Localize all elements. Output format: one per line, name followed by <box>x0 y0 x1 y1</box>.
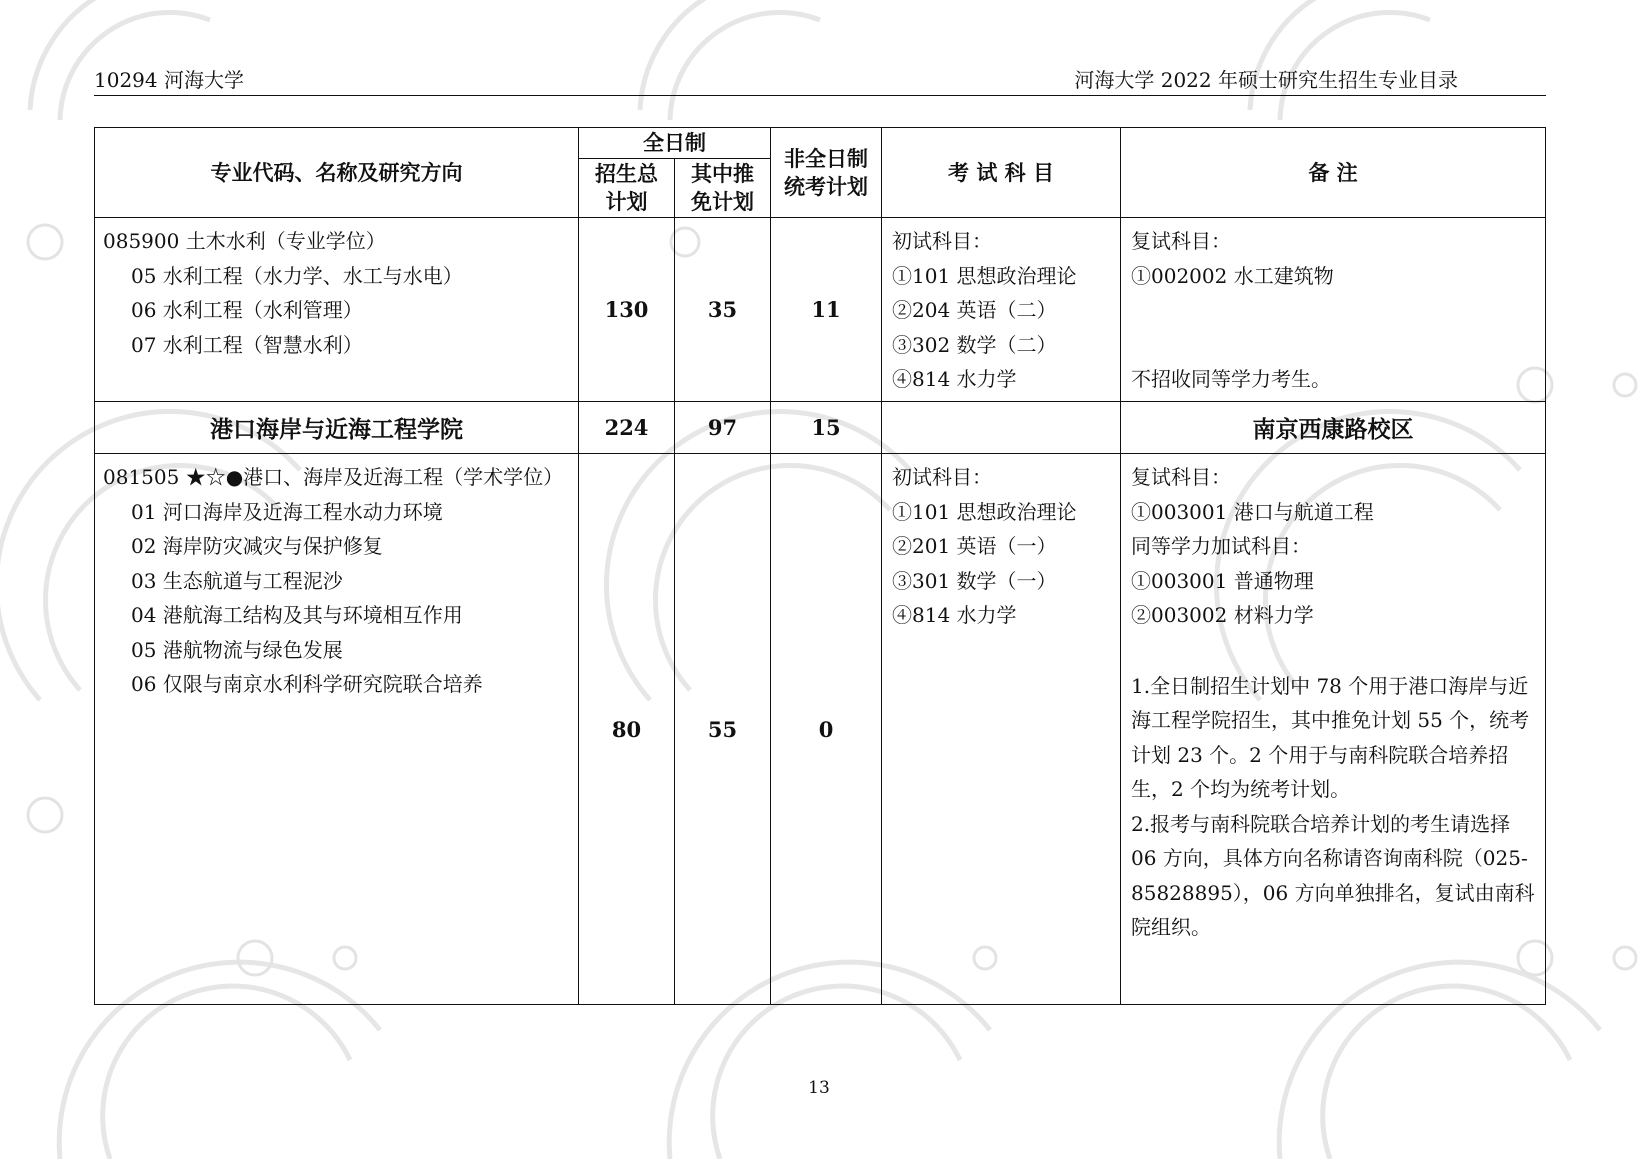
college-campus: 南京西康路校区 <box>1121 402 1546 454</box>
header-exempt-plan: 其中推免计划 <box>675 159 771 218</box>
college-exam-empty <box>882 402 1121 454</box>
direction-item: 02 海岸防灾减灾与保护修复 <box>131 534 383 558</box>
program-table <box>94 127 1546 1005</box>
remark-note: 1.全日制招生计划中 78 个用于港口海岸与近海工程学院招生，其中推免计划 55 个，统考计划 23 个。2 个用于与南科院联合培养招生，2 个均为统考计划。 <box>1131 673 1530 801</box>
header-divider <box>94 95 1546 96</box>
exam-item: ①101 思想政治理论 <box>892 499 1077 524</box>
retest-title: 复试科目： <box>1131 229 1231 253</box>
retest-item: ①002002 水工建筑物 <box>1131 263 1334 288</box>
exam-item: ③301 数学（一） <box>892 568 1057 593</box>
exempt-plan-value: 35 <box>675 218 771 402</box>
retest-title: 复试科目： <box>1131 465 1231 489</box>
header-fulltime: 全日制 <box>579 128 771 159</box>
direction-item: 01 河口海岸及近海工程水动力环境 <box>131 499 443 524</box>
total-plan-value: 130 <box>579 218 675 402</box>
exam-item: ①101 思想政治理论 <box>892 263 1077 288</box>
college-row <box>95 402 1546 454</box>
exam-item: ④814 水力学 <box>892 603 1017 627</box>
header-total-plan: 招生总计划 <box>579 159 675 218</box>
college-parttime: 15 <box>771 402 882 454</box>
direction-item: 03 生态航道与工程泥沙 <box>131 568 343 593</box>
header-right-text: 河海大学 2022 年硕士研究生招生专业目录 <box>1074 68 1458 92</box>
remark-cell <box>1121 218 1546 402</box>
exam-title: 初试科目： <box>892 229 992 253</box>
equiv-title: 同等学力加试科目： <box>1131 534 1311 558</box>
retest-item: ①003001 港口与航道工程 <box>1131 499 1374 524</box>
program-cell <box>95 218 579 402</box>
exam-cell <box>882 454 1121 1005</box>
parttime-plan-value: 0 <box>771 454 882 1005</box>
page-number: 13 <box>808 1078 830 1098</box>
total-plan-value: 80 <box>579 454 675 1005</box>
header-parttime-plan: 非全日制统考计划 <box>771 128 882 218</box>
direction-item: 04 港航海工结构及其与环境相互作用 <box>131 603 463 627</box>
program-cell <box>95 454 579 1005</box>
exam-cell <box>882 218 1121 402</box>
remark-cell <box>1121 454 1546 1005</box>
program-title: 081505 ★☆●港口、海岸及近海工程（学术学位） <box>103 465 564 489</box>
table-row <box>95 218 1546 402</box>
remark-note: 2.报考与南科院联合培养计划的考生请选择 06 方向，具体方向名称请咨询南科院（025-85828895），06 方向单独排名，复试由南科院组织。 <box>1131 811 1535 939</box>
parttime-plan-value: 11 <box>771 218 882 402</box>
equiv-item: ①003001 普通物理 <box>1131 568 1314 593</box>
header-remarks: 备 注 <box>1121 128 1546 218</box>
program-title: 085900 土木水利（专业学位） <box>103 229 386 253</box>
remark-note: 不招收同等学力考生。 <box>1131 367 1331 391</box>
exempt-plan-value: 55 <box>675 454 771 1005</box>
college-total: 224 <box>579 402 675 454</box>
exam-item: ③302 数学（二） <box>892 332 1057 357</box>
college-name: 港口海岸与近海工程学院 <box>95 402 579 454</box>
exam-item: ④814 水力学 <box>892 367 1017 391</box>
direction-item: 06 仅限与南京水利科学研究院联合培养 <box>131 672 483 696</box>
direction-item: 05 水利工程（水力学、水工与水电） <box>131 263 463 288</box>
header-exam-subjects: 考 试 科 目 <box>882 128 1121 218</box>
header-major: 专业代码、名称及研究方向 <box>95 128 579 218</box>
equiv-item: ②003002 材料力学 <box>1131 603 1314 627</box>
table-row <box>95 454 1546 1005</box>
exam-item: ②204 英语（二） <box>892 298 1057 322</box>
header-left-text: 10294 河海大学 <box>94 68 244 92</box>
exam-title: 初试科目： <box>892 465 992 489</box>
college-exempt: 97 <box>675 402 771 454</box>
direction-item: 06 水利工程（水利管理） <box>131 298 363 322</box>
direction-item: 07 水利工程（智慧水利） <box>131 332 363 357</box>
direction-item: 05 港航物流与绿色发展 <box>131 637 343 662</box>
exam-item: ②201 英语（一） <box>892 534 1057 558</box>
